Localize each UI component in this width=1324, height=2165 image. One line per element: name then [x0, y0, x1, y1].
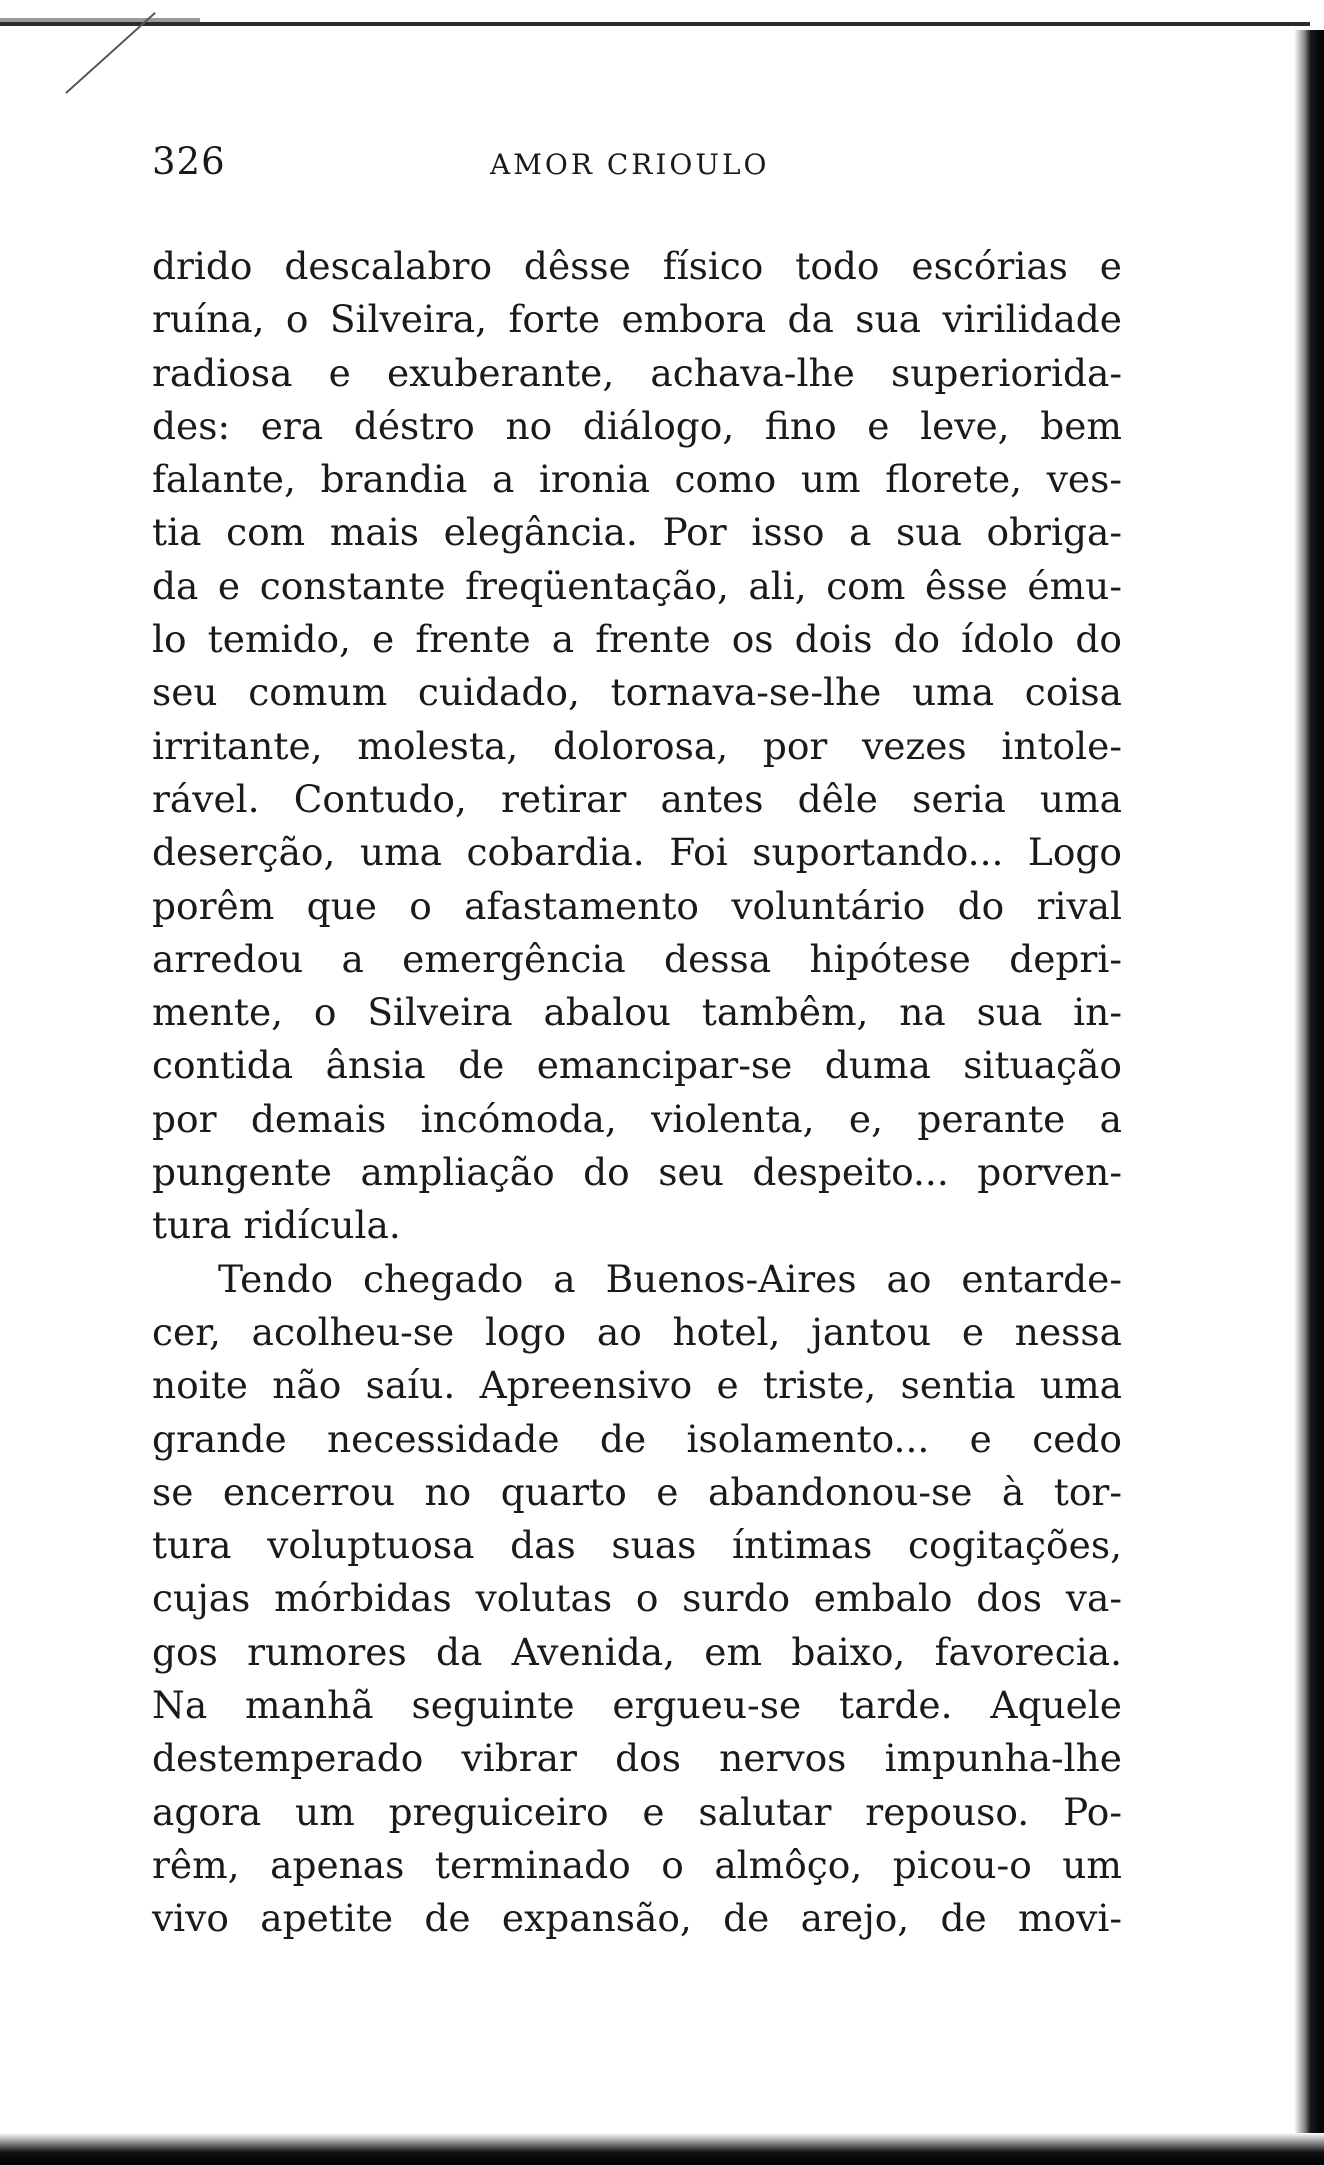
scan-edge-right: [1294, 30, 1324, 2140]
scan-edge-top-corner: [0, 18, 200, 34]
text-line: drido descalabro dêsse físico todo escórias e: [152, 244, 1122, 288]
text-line: rável. Contudo, retirar antes dêle seria uma: [152, 776, 1122, 821]
text-line: lo temido, e frente a frente os dois do ídolo do: [152, 617, 1122, 662]
text-line: falante, brandia a ironia como um florete, ves-: [152, 457, 1122, 502]
text-line: Na manhã seguinte ergueu-se tarde. Aquele: [152, 1683, 1122, 1728]
text-line: mente, o Silveira abalou tambêm, na sua in-: [152, 990, 1122, 1035]
text-line: arredou a emergência dessa hipótese depri-: [152, 936, 1122, 981]
text-line: contida ânsia de emancipar-se duma situação: [152, 1043, 1122, 1088]
text-line: por demais incómoda, violenta, e, perante a: [152, 1096, 1122, 1141]
running-title: AMOR CRIOULO: [490, 148, 770, 181]
text-line: radiosa e exuberante, achava-lhe superiorida-: [152, 350, 1122, 395]
text-line: grande necessidade de isolamento... e cedo: [152, 1416, 1122, 1461]
text-line: porêm que o afastamento voluntário do rival: [152, 883, 1122, 928]
scan-edge-top: [0, 22, 1310, 26]
text-line: des: era déstro no diálogo, fino e leve, bem: [152, 403, 1122, 448]
text-line: tura ridícula.: [152, 1203, 401, 1248]
text-line: cer, acolheu-se logo ao hotel, jantou e nessa: [152, 1309, 1122, 1354]
text-line: se encerrou no quarto e abandonou-se à tor-: [152, 1469, 1122, 1514]
scan-edge-bottom: [0, 2133, 1324, 2165]
text-line: vivo apetite de expansão, de arejo, de movi-: [152, 1896, 1122, 1941]
text-line: tia com mais elegância. Por isso a sua obriga-: [152, 510, 1122, 555]
running-head: [152, 140, 1122, 200]
text-line: rêm, apenas terminado o almôço, picou-o um: [152, 1842, 1122, 1887]
text-line: agora um preguiceiro e salutar repouso. Po-: [152, 1789, 1122, 1834]
body-text: [152, 240, 1122, 1946]
paragraph-2: [152, 1253, 1122, 1946]
text-line: destemperado vibrar dos nervos impunha-lhe: [152, 1736, 1122, 1781]
text-line: seu comum cuidado, tornava-se-lhe uma coisa: [152, 670, 1122, 715]
text-line: cujas mórbidas volutas o surdo embalo dos va-: [152, 1576, 1122, 1621]
text-line: Tendo chegado a Buenos-Aires ao entarde-: [218, 1256, 1122, 1301]
text-line: gos rumores da Avenida, em baixo, favorecia.: [152, 1629, 1122, 1674]
text-line: da e constante freqüentação, ali, com êsse ému-: [152, 563, 1122, 608]
text-line: noite não saíu. Apreensivo e triste, sentia uma: [152, 1363, 1122, 1408]
book-page: [152, 140, 1122, 1946]
text-line: irritante, molesta, dolorosa, por vezes intole-: [152, 723, 1122, 768]
text-line: ruína, o Silveira, forte embora da sua virilidade: [152, 297, 1122, 342]
page-number: 326: [152, 140, 226, 183]
text-line: pungente ampliação do seu despeito... porven-: [152, 1150, 1122, 1195]
text-line: tura voluptuosa das suas íntimas cogitações,: [152, 1523, 1122, 1568]
paragraph-1: [152, 240, 1122, 1253]
text-line: deserção, uma cobardia. Foi suportando... Logo: [152, 830, 1122, 875]
